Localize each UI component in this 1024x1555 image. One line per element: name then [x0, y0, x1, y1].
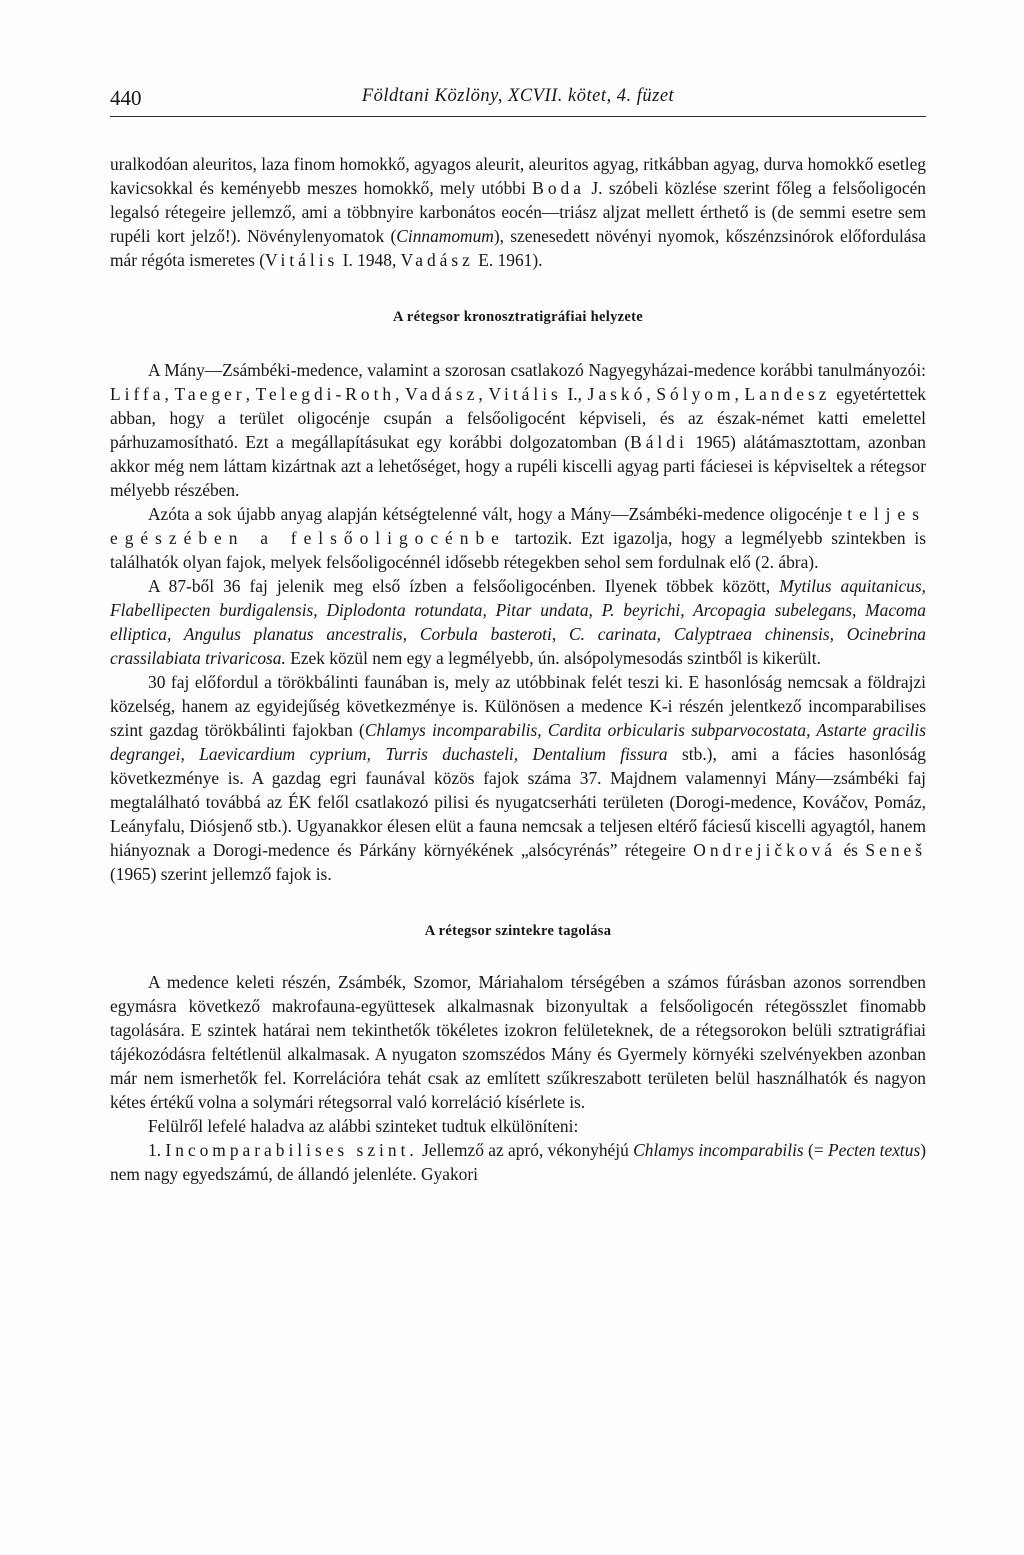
paragraph: A medence keleti részén, Zsámbék, Szomor, Máriahalom térségében a számos fúrásban azonos sorrendben egymásra következő makrofauna-együttesek alkalmasnak bizonyultak a felsőoligocén rétegösszlet finomabb tagolására. E szintek határai nem tekinthetők tökéletes izokron felületeknek, de a rétegsorokon belüli sztratigráfiai tájékozódásra feltétlenül alkalmasak. A nyugaton szomszédos Mány és Gyermely környéki szelvényekben azonban már nem ismerhetők fel. Korrelációra tehát csak az említett szűkreszabott területen belül használhatók és nagyon kétes értékű volna a solymári rétegsorral való korreláció kísérlete is. — [110, 972, 926, 1112]
paragraph: A Mány—Zsámbéki-medence, valamint a szorosan csatlakozó Nagyegyházai-medence korábbi tanulmányozói: Liffa, Taeger, Telegdi-Roth, Vadász, Vitális I., Jaskó, Sólyom, Landesz egyetértettek abban, hogy a terület oligocénje csupán a felsőoligocént képviseli, és az észak-német katti emelettel párhuzamosítható. Ezt a megállapításukat egy korábbi dolgozatomban (Báldi 1965) alátámasztottam, azonban akkor még nem láttam kizártnak azt a lehetőséget, hogy a rupéli kiscelli agyag parti fáciesei is képviseltek a rétegsor mélyebb részében. — [110, 360, 926, 500]
paragraph: 1. Incomparabilises szint. Jellemző az apró, vékonyhéjú Chlamys incomparabilis (= Pecten textus) nem nagy egyedszámú, de állandó jelenléte. Gyakori — [110, 1140, 927, 1184]
paragraph: 30 faj előfordul a törökbálinti faunában is, mely az utóbbinak felét teszi ki. E hasonlóság nemcsak a földrajzi közelség, hanem az egyidejűség következménye is. Különösen a medence K-i részén jelentkező incomparabilises szint gazdag törökbálinti fajokban (Chlamys incomparabilis, Cardita orbicularis subparvocostata, Astarte gracilis degrangei, Laevicardium cyprium, Turris duchasteli, Dentalium fissura stb.), ami a fácies hasonlóság következménye is. A gazdag egri faunával közös fajok száma 37. Majdnem valamennyi Mány—zsámbéki faj megtalálható továbbá az ÉK felől csatlakozó pilisi és nyugatcserháti területen (Dorogi-medence, Kováčov, Pomáz, Leányfalu, Diósjenő stb.). Ugyanakkor élesen elüt a fauna nemcsak a teljesen eltérő fáciesű kiscelli agyagtól, hanem hiányoznak a Dorogi-medence és Párkány környékének „alsócyrénás” rétegeire Ondrejičková és Seneš (1965) szerint jellemző fajok is. — [110, 672, 926, 884]
body-text — [110, 152, 926, 1186]
paragraph: Felülről lefelé haladva az alábbi szinteket tudtuk elkülöníteni: — [148, 1116, 579, 1136]
paragraph: Azóta a sok újabb anyag alapján kétségtelenné vált, hogy a Mány—Zsámbéki-medence oligocénje teljes egészében a felsőoligocénbe tartozik. Ezt igazolja, hogy a legmélyebb szintekben is találhatók olyan fajok, melyek felsőoligocénnél idősebb rétegekben sehol sem fordulnak elő (2. ábra). — [110, 504, 926, 572]
page-header — [110, 86, 926, 117]
running-head: Földtani Közlöny, XCVII. kötet, 4. füzet — [361, 86, 675, 106]
section-heading: A rétegsor szintekre tagolása — [424, 923, 612, 939]
intro-paragraph: uralkodóan aleuritos, laza finom homokkő, agyagos aleurit, aleuritos agyag, ritkábban agyag, durva homokkő esetleg kavicsokkal és keményebb meszes homokkő, mely utóbbi Boda J. szóbeli közlése szerint főleg a felsőoligocén legalsó rétegeire jellemző, ami a többnyire karbonátos eocén—triász aljzat mellett érthető is (de semmi esetre sem rupéli kort jelző!). Növénylenyomatok (Cinnamomum), szenesedett növényi nyomok, kőszénzsinórok előfordulása már régóta ismeretes (Vitális I. 1948, Vadász E. 1961). — [110, 154, 926, 270]
paragraph: A 87-ből 36 faj jelenik meg első ízben a felsőoligocénben. Ilyenek többek között, Mytilus aquitanicus, Flabellipecten burdigalensis, Diplodonta rotundata, Pitar undata, P. beyrichi, Arcopagia subelegans, Macoma elliptica, Angulus planatus ancestralis, Corbula basteroti, C. carinata, Calyptraea chinensis, Ocinebrina crassilabiata trivaricosa. Ezek közül nem egy a legmélyebb, ún. alsópolymesodás szintből is kikerült. — [110, 576, 926, 668]
section-heading: A rétegsor kronosztratigráfiai helyzete — [393, 309, 643, 325]
page-number: 440 — [110, 86, 142, 110]
